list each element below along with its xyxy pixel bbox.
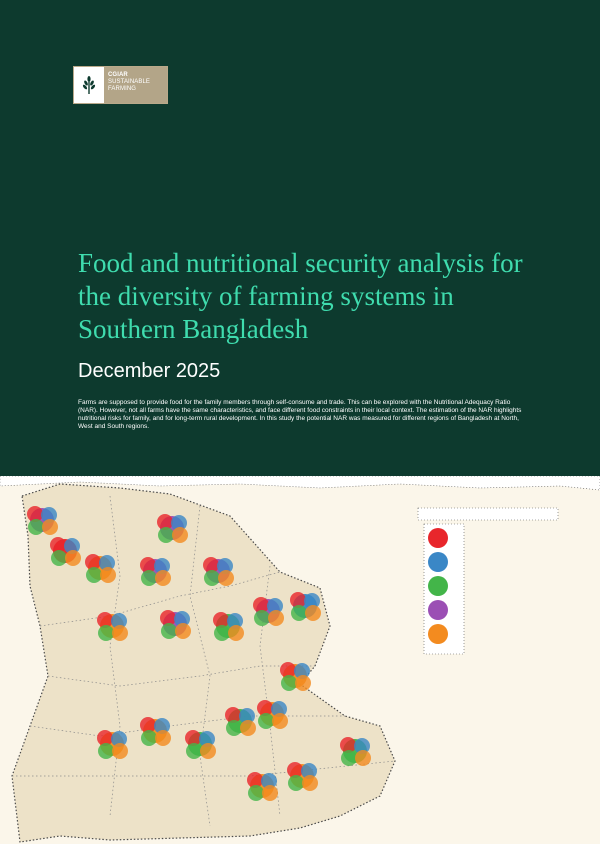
cluster-dot: [240, 720, 256, 736]
cluster-dot: [214, 625, 230, 641]
nar-cluster: [97, 730, 128, 759]
legend-swatch-blue: [428, 552, 448, 572]
cluster-dot: [112, 625, 128, 641]
cluster-dot: [281, 675, 297, 691]
cluster-dot: [248, 785, 264, 801]
legend-swatch-red: [428, 528, 448, 548]
cluster-dot: [98, 743, 114, 759]
nar-cluster: [50, 537, 81, 566]
nar-cluster: [97, 612, 128, 641]
cluster-dot: [65, 550, 81, 566]
nar-cluster: [247, 772, 278, 801]
cluster-dot: [228, 625, 244, 641]
cluster-dot: [291, 605, 307, 621]
cluster-dot: [158, 527, 174, 543]
cluster-dot: [204, 570, 220, 586]
cluster-dot: [175, 623, 191, 639]
cluster-dot: [51, 550, 67, 566]
cluster-dot: [355, 750, 371, 766]
cluster-dot: [100, 567, 116, 583]
logo-line-farming: FARMING: [108, 86, 137, 92]
cluster-dot: [302, 775, 318, 791]
bangladesh-map-illustration: [0, 476, 600, 844]
nar-cluster: [257, 700, 288, 729]
nar-cluster: [290, 592, 321, 621]
cluster-dot: [258, 713, 274, 729]
report-date: December 2025: [78, 360, 221, 382]
cluster-dot: [226, 720, 242, 736]
cluster-dot: [141, 570, 157, 586]
cluster-dot: [341, 750, 357, 766]
cluster-dot: [98, 625, 114, 641]
cluster-dot: [268, 610, 284, 626]
cluster-dot: [218, 570, 234, 586]
nar-cluster: [160, 610, 191, 639]
nar-cluster: [203, 557, 234, 586]
logo-text: [104, 67, 167, 103]
cluster-dot: [295, 675, 311, 691]
cluster-dot: [161, 623, 177, 639]
nar-cluster: [280, 662, 311, 691]
cluster-dot: [262, 785, 278, 801]
nar-cluster: [140, 557, 171, 586]
nar-cluster: [85, 554, 116, 583]
report-title: Food and nutritional security analysis for the diversity of farming systems in Southern Bangladesh: [78, 248, 523, 344]
cluster-dot: [112, 743, 128, 759]
cluster-dot: [155, 730, 171, 746]
cluster-dot: [272, 713, 288, 729]
cluster-dot: [28, 519, 44, 535]
nar-cluster: [340, 737, 371, 766]
nar-cluster: [213, 612, 244, 641]
legend-swatch-purple: [428, 600, 448, 620]
cluster-dot: [141, 730, 157, 746]
cluster-dot: [86, 567, 102, 583]
report-abstract: Farms are supposed to provide food for the family members through self-consume and trade. This can be explored with the Nutritional Adequacy Ratio (NAR). However, not all farms have the same characteristics, and face different food constraints in their local context. The estimation of the NAR highlights nutritional risks for family, and for long-term rural development. In this study the potential NAR was measured for different regions of Bangladesh at North, West and South regions.: [78, 399, 522, 430]
cluster-dot: [200, 743, 216, 759]
map-svg: [0, 476, 600, 844]
legend-title-strip: [418, 508, 558, 520]
cgiar-logo: [73, 66, 168, 104]
nar-cluster: [27, 506, 58, 535]
cluster-dot: [172, 527, 188, 543]
nar-cluster: [225, 707, 256, 736]
cluster-dot: [186, 743, 202, 759]
nar-cluster: [253, 597, 284, 626]
nar-cluster: [287, 762, 318, 791]
cluster-dot: [288, 775, 304, 791]
logo-line-sustainable: SUSTAINABLE: [108, 79, 151, 85]
cluster-dot: [42, 519, 58, 535]
cluster-dot: [254, 610, 270, 626]
wheat-icon: [74, 67, 104, 103]
cluster-dot: [305, 605, 321, 621]
nar-cluster: [185, 730, 216, 759]
cluster-dot: [155, 570, 171, 586]
logo-line-cgiar: CGIAR: [108, 72, 128, 78]
nar-cluster: [140, 717, 171, 746]
legend-swatch-orange: [428, 624, 448, 644]
nar-cluster: [157, 514, 188, 543]
legend-swatch-green: [428, 576, 448, 596]
